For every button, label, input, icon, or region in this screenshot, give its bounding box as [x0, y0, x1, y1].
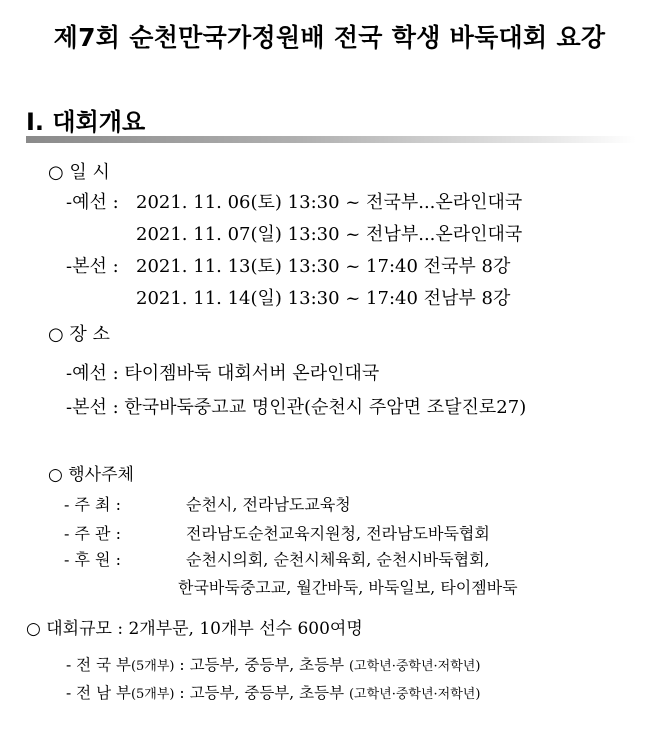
document-title: 제7회 순천만국가정원배 전국 학생 바둑대회 요강	[53, 23, 606, 52]
national-count: (5개부)	[130, 659, 175, 674]
schedule-prelim-line1: 2021. 11. 06(토) 13:30 ~ 전국부...온라인대국	[136, 192, 523, 213]
host-value: 순천시, 전라남도교육청	[186, 495, 351, 514]
manage-value: 전라남도순천교육지원청, 전라남도바둑협회	[186, 524, 490, 543]
sponsor-label: - 후 원 :	[64, 550, 121, 569]
schedule-final-line1: 2021. 11. 13(토) 13:30 ~ 17:40 전국부 8강	[136, 256, 511, 277]
manage-label: - 주 관 :	[64, 524, 121, 543]
schedule-prelim-line2: 2021. 11. 07(일) 13:30 ~ 전남부...온라인대국	[136, 224, 523, 245]
jeonnam-value: : 고등부, 중등부, 초등부	[179, 684, 345, 702]
sponsor-line2: 한국바둑중고교, 월간바둑, 바둑일보, 타이젬바둑	[178, 578, 518, 597]
schedule-prelim-label: -예선 :	[66, 192, 119, 213]
sponsor-line1: 순천시의회, 순천시체육회, 순천시바둑협회,	[186, 550, 490, 569]
national-row	[66, 653, 480, 675]
national-value: : 고등부, 중등부, 초등부	[179, 656, 345, 674]
jeonnam-grades: (고학년·중학년·저학년)	[348, 687, 481, 702]
section-divider	[26, 136, 636, 143]
venue-final: -본선 : 한국바둑중고교 명인관(순천시 주암면 조달진로27)	[66, 397, 527, 418]
section-heading: Ⅰ. 대회개요	[26, 108, 146, 136]
jeonnam-label: - 전 남 부	[66, 684, 131, 702]
schedule-final-line2: 2021. 11. 14(일) 13:30 ~ 17:40 전남부 8강	[136, 288, 511, 309]
jeonnam-count: (5개부)	[130, 687, 175, 702]
venue-label: ○ 장 소	[48, 324, 110, 345]
national-grades: (고학년·중학년·저학년)	[348, 659, 481, 674]
venue-prelim: -예선 : 타이젬바둑 대회서버 온라인대국	[66, 363, 380, 384]
host-label: - 주 최 :	[64, 495, 121, 514]
scale-label: ○ 대회규모 : 2개부문, 10개부 선수 600여명	[26, 619, 363, 639]
schedule-final-label: -본선 :	[66, 256, 119, 277]
organizers-label: ○ 행사주체	[48, 465, 134, 485]
schedule-label: ○ 일 시	[48, 162, 110, 183]
national-label: - 전 국 부	[66, 656, 131, 674]
jeonnam-row	[66, 681, 480, 703]
